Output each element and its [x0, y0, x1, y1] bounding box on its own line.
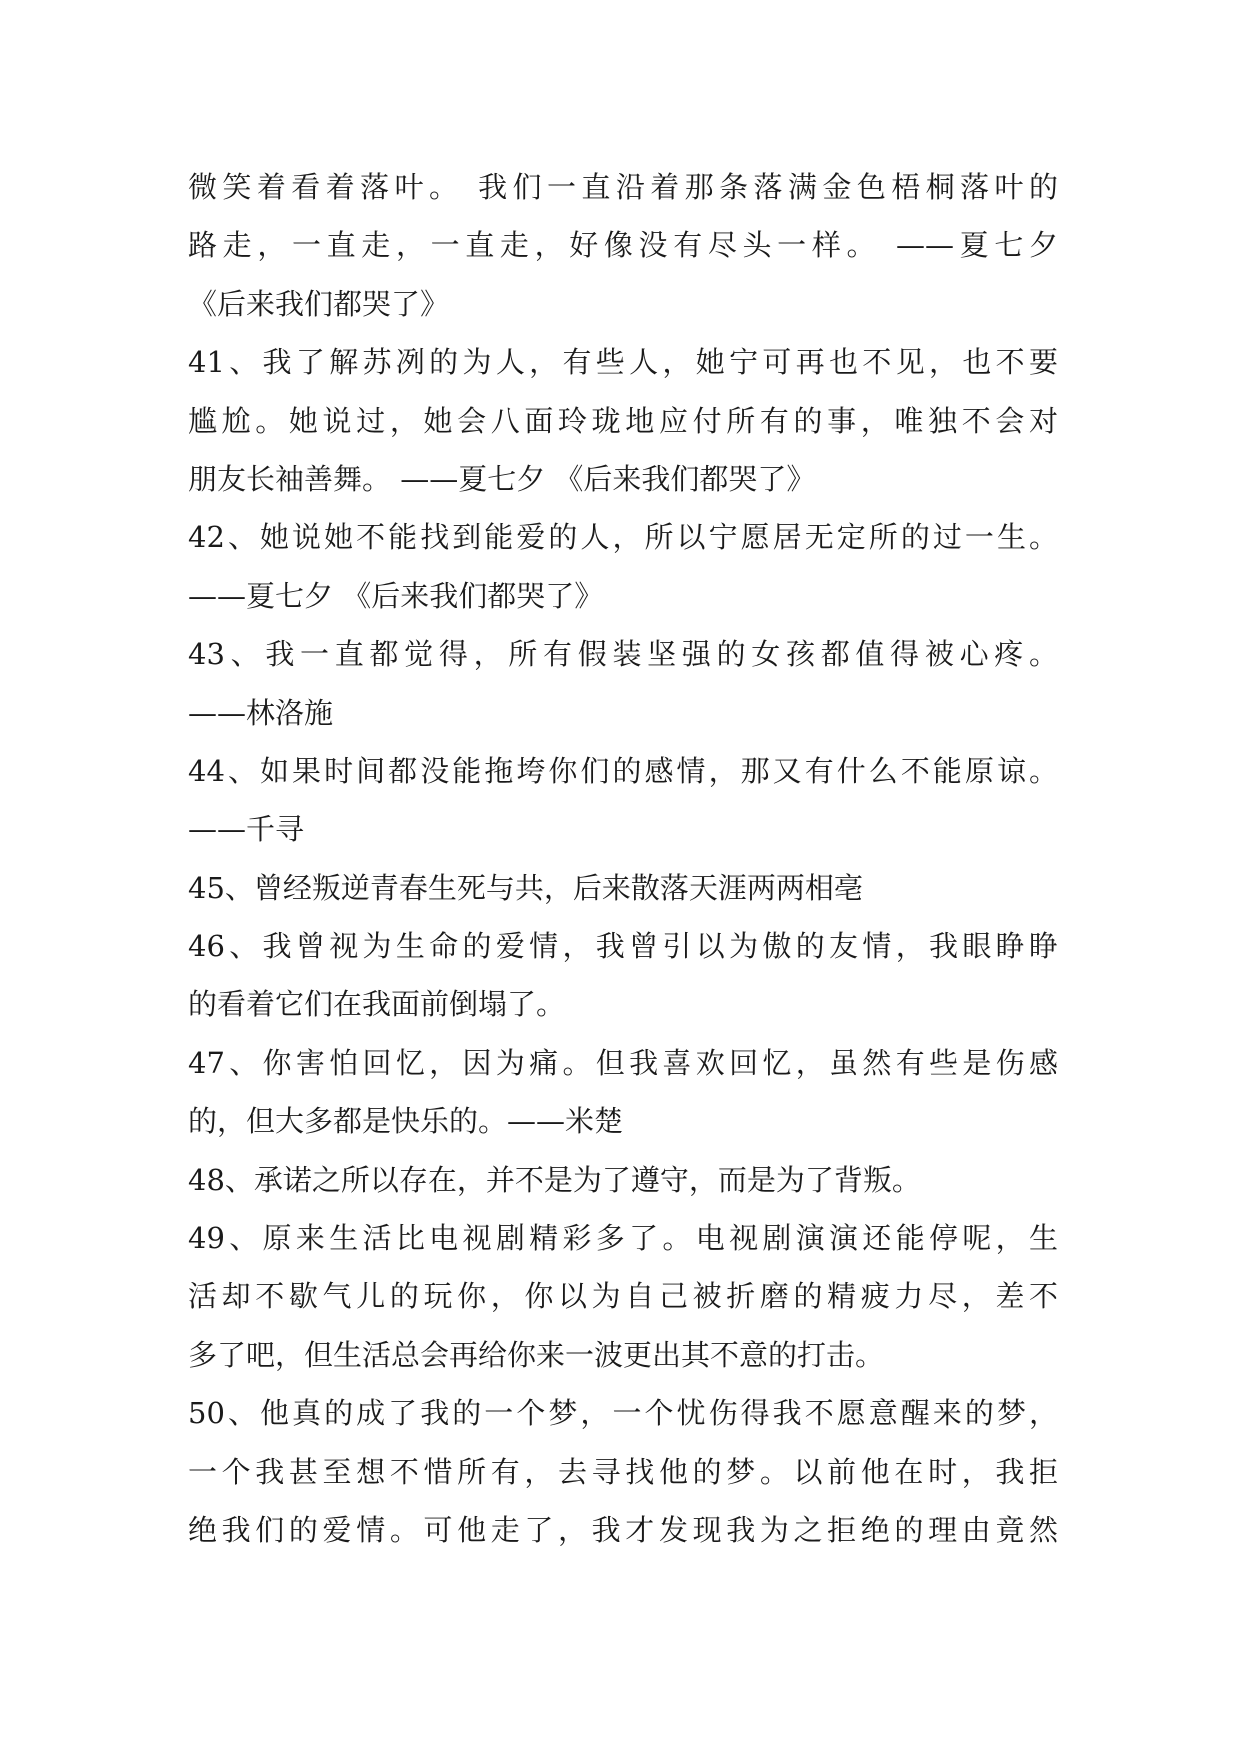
text-line: 50、他真的成了我的一个梦，一个忧伤得我不愿意醒来的梦，: [188, 1396, 1058, 1431]
text-line: 48、承诺之所以存在，并不是为了遵守，而是为了背叛。: [188, 1162, 921, 1197]
text-line: 46、我曾视为生命的爱情，我曾引以为傲的友情，我眼睁睁: [188, 929, 1058, 964]
text-line: 的看着它们在我面前倒塌了。: [188, 987, 566, 1022]
text-line: 活却不歇气儿的玩你，你以为自己被折磨的精疲力尽，差不: [188, 1279, 1058, 1314]
text-line: 45、曾经叛逆青春生死与共，后来散落天涯两两相亳: [188, 870, 863, 905]
text-line: ——夏七夕 《后来我们都哭了》: [188, 578, 604, 613]
document-body: [188, 158, 1058, 1559]
text-line: 《后来我们都哭了》: [188, 286, 450, 321]
text-line: 绝我们的爱情。可他走了，我才发现我为之拒绝的理由竟然: [188, 1512, 1058, 1547]
text-line: 微笑着看着落叶。 我们一直沿着那条落满金色梧桐落叶的: [188, 170, 1058, 204]
text-line: 49、原来生活比电视剧精彩多了。电视剧演演还能停呢，生: [188, 1221, 1058, 1256]
text-line: 43、我一直都觉得，所有假装坚强的女孩都值得被心疼。: [188, 637, 1058, 672]
text-line: 47、你害怕回忆，因为痛。但我喜欢回忆，虽然有些是伤感: [188, 1045, 1058, 1080]
text-line: 的，但大多都是快乐的。——米楚: [188, 1104, 624, 1139]
text-line: 路走，一直走，一直走，好像没有尽头一样。 ——夏七夕: [188, 228, 1058, 263]
text-line: 42、她说她不能找到能爱的人，所以宁愿居无定所的过一生。: [188, 520, 1058, 555]
text-line: 一个我甚至想不惜所有，去寻找他的梦。以前他在时，我拒: [188, 1454, 1058, 1489]
text-line: 44、如果时间都没能拖垮你们的感情，那又有什么不能原谅。: [188, 753, 1058, 788]
text-line: ——千寻: [188, 812, 305, 847]
text-line: ——林洛施: [188, 695, 334, 730]
text-line: 尴尬。她说过，她会八面玲珑地应付所有的事，唯独不会对: [188, 403, 1058, 438]
text-line: 41、我了解苏冽的为人，有些人，她宁可再也不见，也不要: [188, 345, 1058, 380]
text-line: 多了吧，但生活总会再给你来一波更出其不意的打击。: [188, 1337, 885, 1372]
text-line: 朋友长袖善舞。 ——夏七夕 《后来我们都哭了》: [188, 461, 816, 496]
